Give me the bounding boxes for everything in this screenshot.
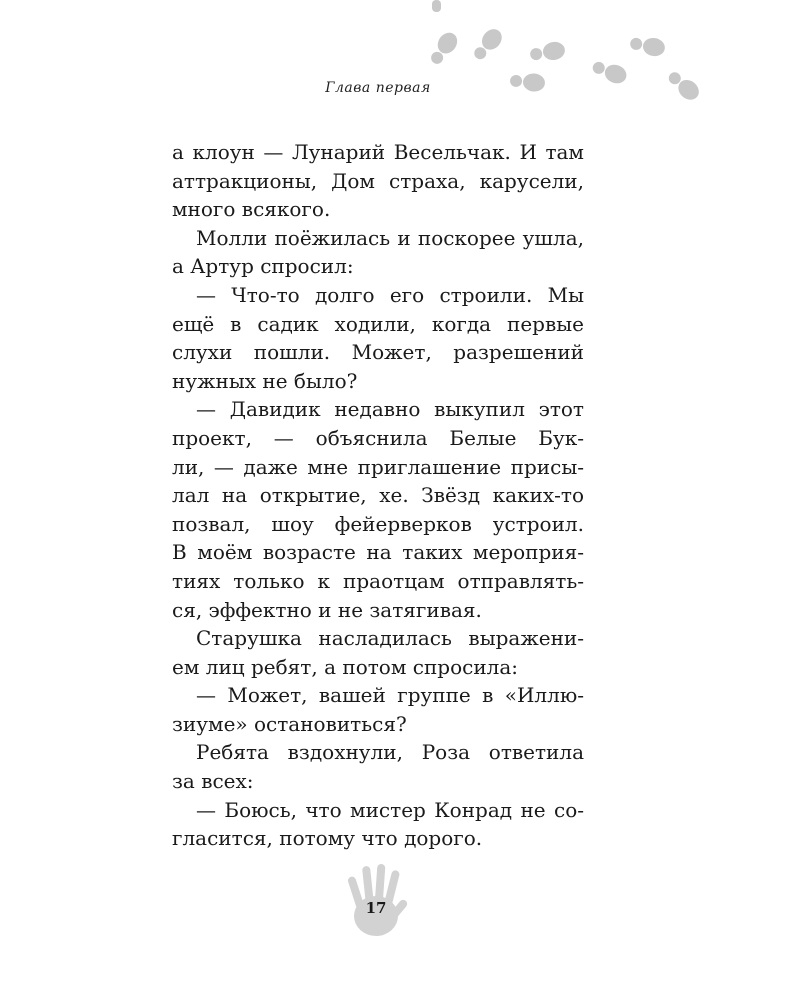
text-line: В моём возрасте на таких мероприя- (172, 540, 584, 565)
text-line: а клоун — Лунарий Весельчак. И там (172, 140, 584, 164)
text-line: за всех: (172, 769, 254, 794)
text-line: проект, — объяснила Белые Бук- (172, 425, 584, 450)
footprints-decoration (400, 0, 720, 120)
text-line: тиях только к праотцам отправлять- (172, 568, 584, 593)
footprint-icon (432, 0, 441, 12)
footprint-icon (529, 40, 567, 64)
text-line: Ребята вздохнули, Роза ответила (196, 740, 584, 765)
text-line: аттракционы, Дом страха, карусели, (172, 168, 584, 193)
footprint-icon (629, 34, 667, 58)
text-line: лал на открытие, хе. Звёзд каких-то (172, 483, 584, 508)
text-line: нужных не было? (172, 368, 358, 393)
text-line: — Что-то долго его строили. Мы (196, 282, 584, 307)
text-line: Старушка насладилась выражени- (196, 626, 584, 651)
text-line: — Давидик недавно выкупил этот (196, 397, 584, 422)
text-line: слухи пошли. Может, разрешений (172, 340, 584, 365)
chapter-title: Глава первая (325, 80, 431, 96)
text-line: много всякого. (172, 197, 331, 222)
text-line: ещё в садик ходили, когда первые (172, 311, 584, 336)
footprint-icon (590, 57, 629, 86)
text-line: ли, — даже мне приглашение присы- (172, 454, 584, 479)
text-line: гласится, потому что дорого. (172, 826, 483, 851)
footprint-icon (470, 25, 506, 63)
page-number: 17 (365, 899, 387, 917)
text-line: ся, эффектно и не затягивая. (172, 597, 482, 622)
footprint-icon (664, 68, 702, 104)
footprint-icon (426, 29, 461, 68)
text-line: зиуме» остановиться? (172, 711, 407, 736)
text-line: — Может, вашей группе в «Иллю- (196, 683, 584, 708)
text-line: позвал, шоу фейерверков устроил. (172, 511, 584, 536)
text-line: — Боюсь, что мистер Конрад не со- (196, 797, 584, 822)
text-line: ем лиц ребят, а потом спросила: (172, 654, 519, 679)
text-line: Молли поёжилась и поскорее ушла, (196, 225, 584, 250)
body-text (172, 138, 584, 853)
text-line: а Артур спросил: (172, 254, 354, 279)
